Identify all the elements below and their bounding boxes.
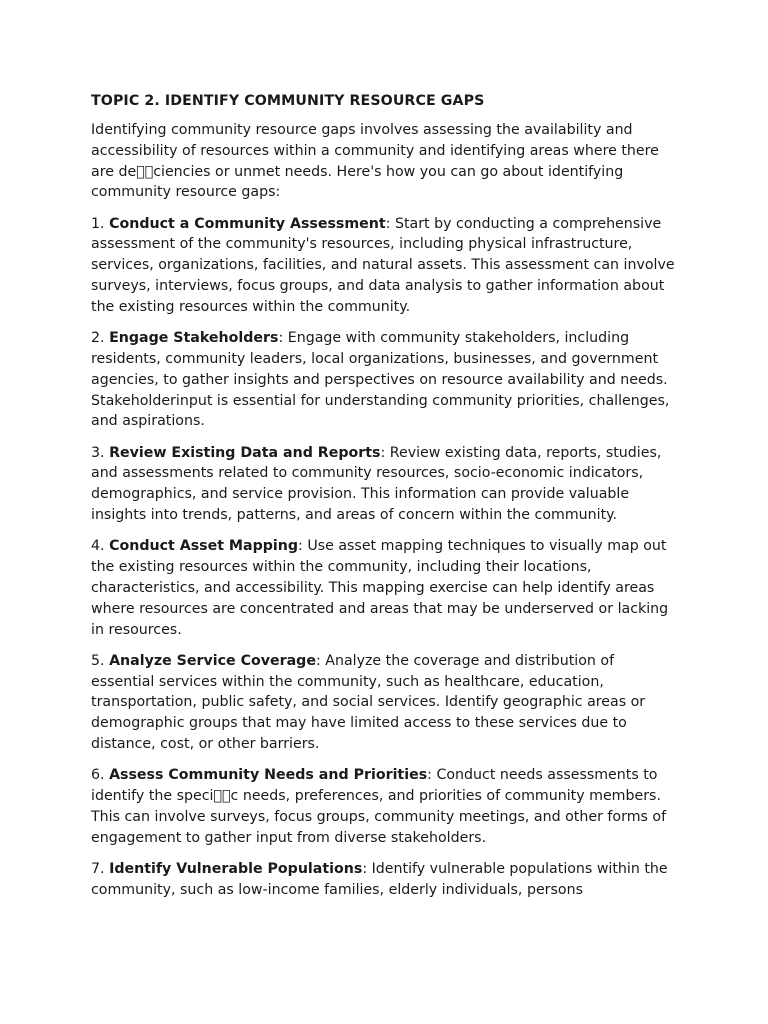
item-number: 7. xyxy=(91,861,105,877)
item-number: 5. xyxy=(91,652,105,669)
list-item xyxy=(91,859,681,901)
item-number: 4. xyxy=(91,538,105,555)
document-page xyxy=(91,91,681,911)
item-heading: Review Existing Data and Reports xyxy=(109,444,381,461)
item-heading: Conduct a Community Assessment xyxy=(109,215,386,232)
item-text: : Engage with community stakeholders, including residents, community leaders, local organizations, businesses, and government agencies, to gather insights and perspectives on resource availability and needs. Stakeholderinput is essential for understanding community priorities, challenges, and aspirations. xyxy=(91,330,670,430)
item-text: : Use asset mapping techniques to visually map out the existing resources within the community, including their locations, characteristics, and accessibility. This mapping exercise can help identify areas where resources are concentrated and areas that may be underserved or lacking in resources. xyxy=(91,538,669,638)
list-item xyxy=(91,214,681,318)
item-heading: Engage Stakeholders xyxy=(109,330,279,347)
item-text: : Conduct needs assessments to identify the speci  c needs, preferences, and priorities of community members. This can involve surveys, focus groups, community meetings, and other forms of engagement to gather input from diverse stakeholders. xyxy=(91,767,667,846)
item-number: 3. xyxy=(91,444,105,461)
list-item xyxy=(91,443,681,526)
list-item xyxy=(91,765,681,848)
intro-paragraph: Identifying community resource gaps involves assessing the availability and accessibility of resources within a community and identifying areas where there are de  ciencies or unmet needs. Here's how you can go about identifying community resource gaps: xyxy=(91,122,659,201)
item-text: : Review existing data, reports, studies, and assessments related to community resources, socio-economic indicators, demographics, and service provision. This information can provide valuable insights into trends, patterns, and areas of concern within the community. xyxy=(91,444,662,524)
item-heading: Identify Vulnerable Populations xyxy=(109,861,363,877)
item-number: 2. xyxy=(91,330,105,347)
item-number: 1. xyxy=(91,215,105,232)
list-item xyxy=(91,536,681,640)
item-text: : Start by conducting a comprehensive assessment of the community's resources, including physical infrastructure, services, organizations, facilities, and natural assets. This assessment can involve surveys, interviews, focus groups, and data analysis to gather information about the existing resources within the community. xyxy=(91,215,675,315)
item-heading: Analyze Service Coverage xyxy=(109,652,316,669)
item-text: : Identify vulnerable populations within the community, such as low-income families, elderly individuals, persons xyxy=(91,861,668,898)
item-heading: Assess Community Needs and Priorities xyxy=(109,767,428,784)
item-number: 6. xyxy=(91,767,105,784)
list-item xyxy=(91,328,681,432)
item-heading: Conduct Asset Mapping xyxy=(109,538,299,555)
document-title: TOPIC 2. IDENTIFY COMMUNITY RESOURCE GAPS xyxy=(91,93,485,109)
list-item xyxy=(91,651,681,755)
item-text: : Analyze the coverage and distribution of essential services within the community, such as healthcare, education, transportation, public safety, and social services. Identify geographic areas or demographic groups that may have limited access to these services due to distance, cost, or other barriers. xyxy=(91,652,646,753)
